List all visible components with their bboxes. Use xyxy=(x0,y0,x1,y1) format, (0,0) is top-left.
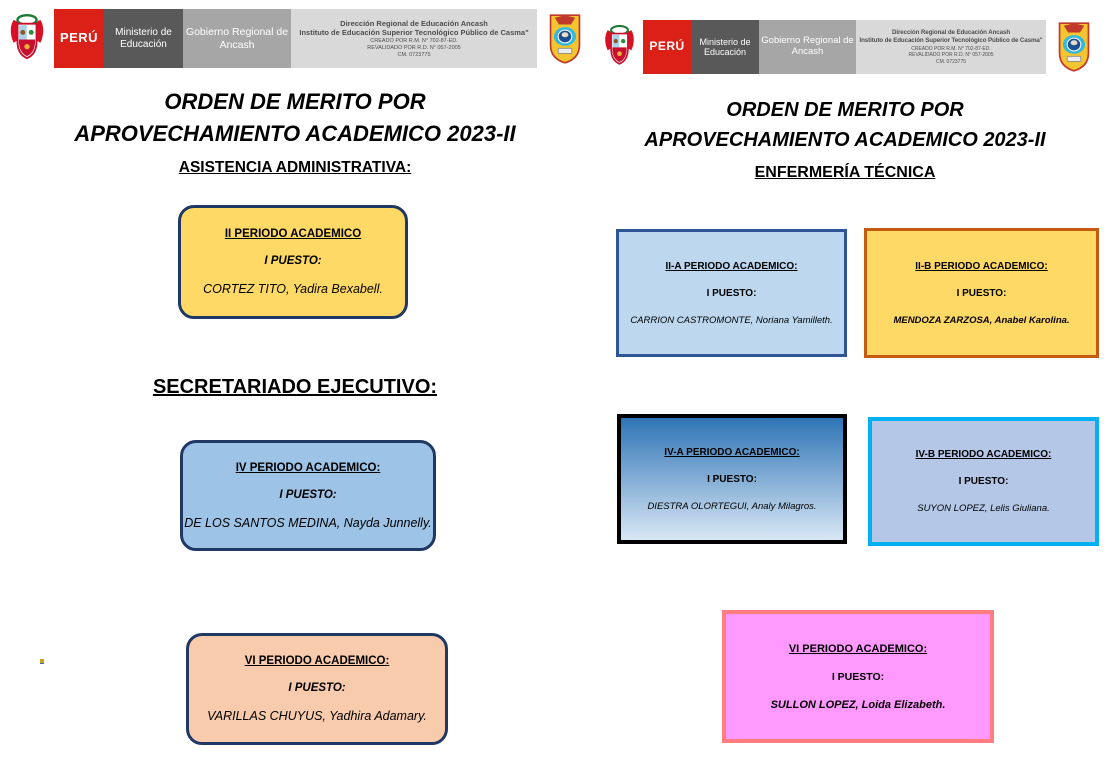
institute-line2: Instituto de Educación Superior Tecnológico Público de Casma" xyxy=(299,28,529,37)
merit-position: I PUESTO: xyxy=(958,476,1009,487)
iestp-seal-icon xyxy=(548,9,582,68)
institute-line1: Dirección Regional de Educación Ancash xyxy=(891,28,1011,36)
regional-gov-label: Gobierno Regional de Ancash xyxy=(761,35,854,57)
left-page-title xyxy=(15,86,575,150)
ministry-label: Ministerio de Educación xyxy=(115,27,172,50)
merit-position: I PUESTO: xyxy=(956,287,1007,299)
merit-period: II-B PERIODO ACADEMICO: xyxy=(915,260,1048,272)
merit-student: CORTEZ TITO, Yadira Bexabell. xyxy=(203,282,383,296)
merit-period: VI PERIODO ACADEMICO: xyxy=(244,655,390,667)
merit-student: VARILLAS CHUYUS, Yadhira Adamary. xyxy=(207,709,427,723)
right-section-heading: ENFERMERÍA TÉCNICA xyxy=(754,164,936,181)
merit-student: DIESTRA OLORTEGUI, Analy Milagros. xyxy=(647,500,817,512)
right-title-line2: APROVECHAMIENTO ACADEMICO 2023-II xyxy=(644,129,1046,151)
iestp-seal-icon xyxy=(1057,20,1091,74)
merit-student: SUYON LOPEZ, Lelis Giuliana. xyxy=(917,503,1050,514)
left-section1-heading: ASISTENCIA ADMINISTRATIVA: xyxy=(178,159,412,176)
ministry-block xyxy=(691,20,759,74)
regional-gov-block xyxy=(759,20,856,74)
merit-box-enfermeria-vi xyxy=(722,610,994,743)
left-gov-header xyxy=(6,9,582,68)
peru-label: PERÚ xyxy=(649,39,685,54)
institute-line4: REVALIDADO POR R.D. N° 057-2005 xyxy=(367,44,461,51)
merit-period: II-A PERIODO ACADEMICO: xyxy=(665,260,798,272)
merit-position: I PUESTO: xyxy=(706,287,757,299)
merit-position: I PUESTO: xyxy=(707,473,757,485)
institute-line5: CM. 0723775 xyxy=(397,51,431,58)
peru-coat-of-arms-icon xyxy=(601,20,638,74)
merit-box-enfermeria-iv-b xyxy=(868,417,1099,546)
institute-line1: Dirección Regional de Educación Ancash xyxy=(340,18,488,28)
merit-student: CARRION CASTROMONTE, Noriana Yamilleth. xyxy=(630,314,833,326)
merit-box-enfermeria-iv-a xyxy=(617,414,847,544)
peru-label: PERÚ xyxy=(59,30,99,46)
regional-gov-label: Gobierno Regional de Ancash xyxy=(185,26,289,51)
merit-position: I PUESTO: xyxy=(279,488,337,501)
institute-block xyxy=(856,20,1046,74)
left-title-line1: ORDEN DE MERITO POR xyxy=(164,89,426,114)
merit-box-enfermeria-ii-b xyxy=(864,228,1099,358)
merit-box-secretariado-vi xyxy=(186,633,448,745)
stray-mark xyxy=(40,659,44,663)
institute-line2: Instituto de Educación Superior Tecnológico Público de Casma" xyxy=(859,37,1043,45)
institute-block xyxy=(291,9,537,68)
right-title-line1: ORDEN DE MERITO POR xyxy=(726,99,964,121)
merit-student: DE LOS SANTOS MEDINA, Nayda Junnelly. xyxy=(184,515,432,530)
right-page-title xyxy=(595,95,1095,155)
institute-line4: REVALIDADO POR R.D. N° 057-2005 xyxy=(908,52,994,59)
merit-position: I PUESTO: xyxy=(831,670,885,683)
merit-period: IV-A PERIODO ACADEMICO: xyxy=(664,446,800,458)
ministry-label: Ministerio de Educación xyxy=(699,36,751,57)
merit-period: II PERIODO ACADEMICO xyxy=(224,228,362,240)
left-title-line2: APROVECHAMIENTO ACADEMICO 2023-II xyxy=(74,121,516,146)
peru-label-block xyxy=(54,9,104,68)
merit-period: VI PERIODO ACADEMICO: xyxy=(788,642,928,655)
merit-box-asistencia-ii xyxy=(178,205,408,319)
merit-box-enfermeria-ii-a xyxy=(616,229,847,357)
regional-gov-block xyxy=(183,9,291,68)
merit-position: I PUESTO: xyxy=(264,255,322,267)
peru-coat-of-arms-icon xyxy=(6,9,48,68)
merit-period: IV-B PERIODO ACADEMICO: xyxy=(915,449,1052,460)
merit-student: MENDOZA ZARZOSA, Anabel Karolina. xyxy=(893,314,1070,326)
left-section2-heading: SECRETARIADO EJECUTIVO: xyxy=(152,376,438,398)
merit-period: IV PERIODO ACADEMICO: xyxy=(235,461,381,474)
institute-line3: CREADO POR R.M. N° 702-87-ED. xyxy=(911,45,991,52)
merit-student: SULLON LOPEZ, Loida Elizabeth. xyxy=(770,698,946,711)
ministry-block xyxy=(104,9,183,68)
merit-position: I PUESTO: xyxy=(288,682,346,694)
right-gov-header xyxy=(601,20,1091,74)
merit-box-secretariado-iv xyxy=(180,440,436,551)
peru-label-block xyxy=(643,20,691,74)
institute-line3: CREADO POR R.M. N° 702-87-ED. xyxy=(370,37,458,44)
institute-line5: CM. 0723775 xyxy=(935,58,967,65)
